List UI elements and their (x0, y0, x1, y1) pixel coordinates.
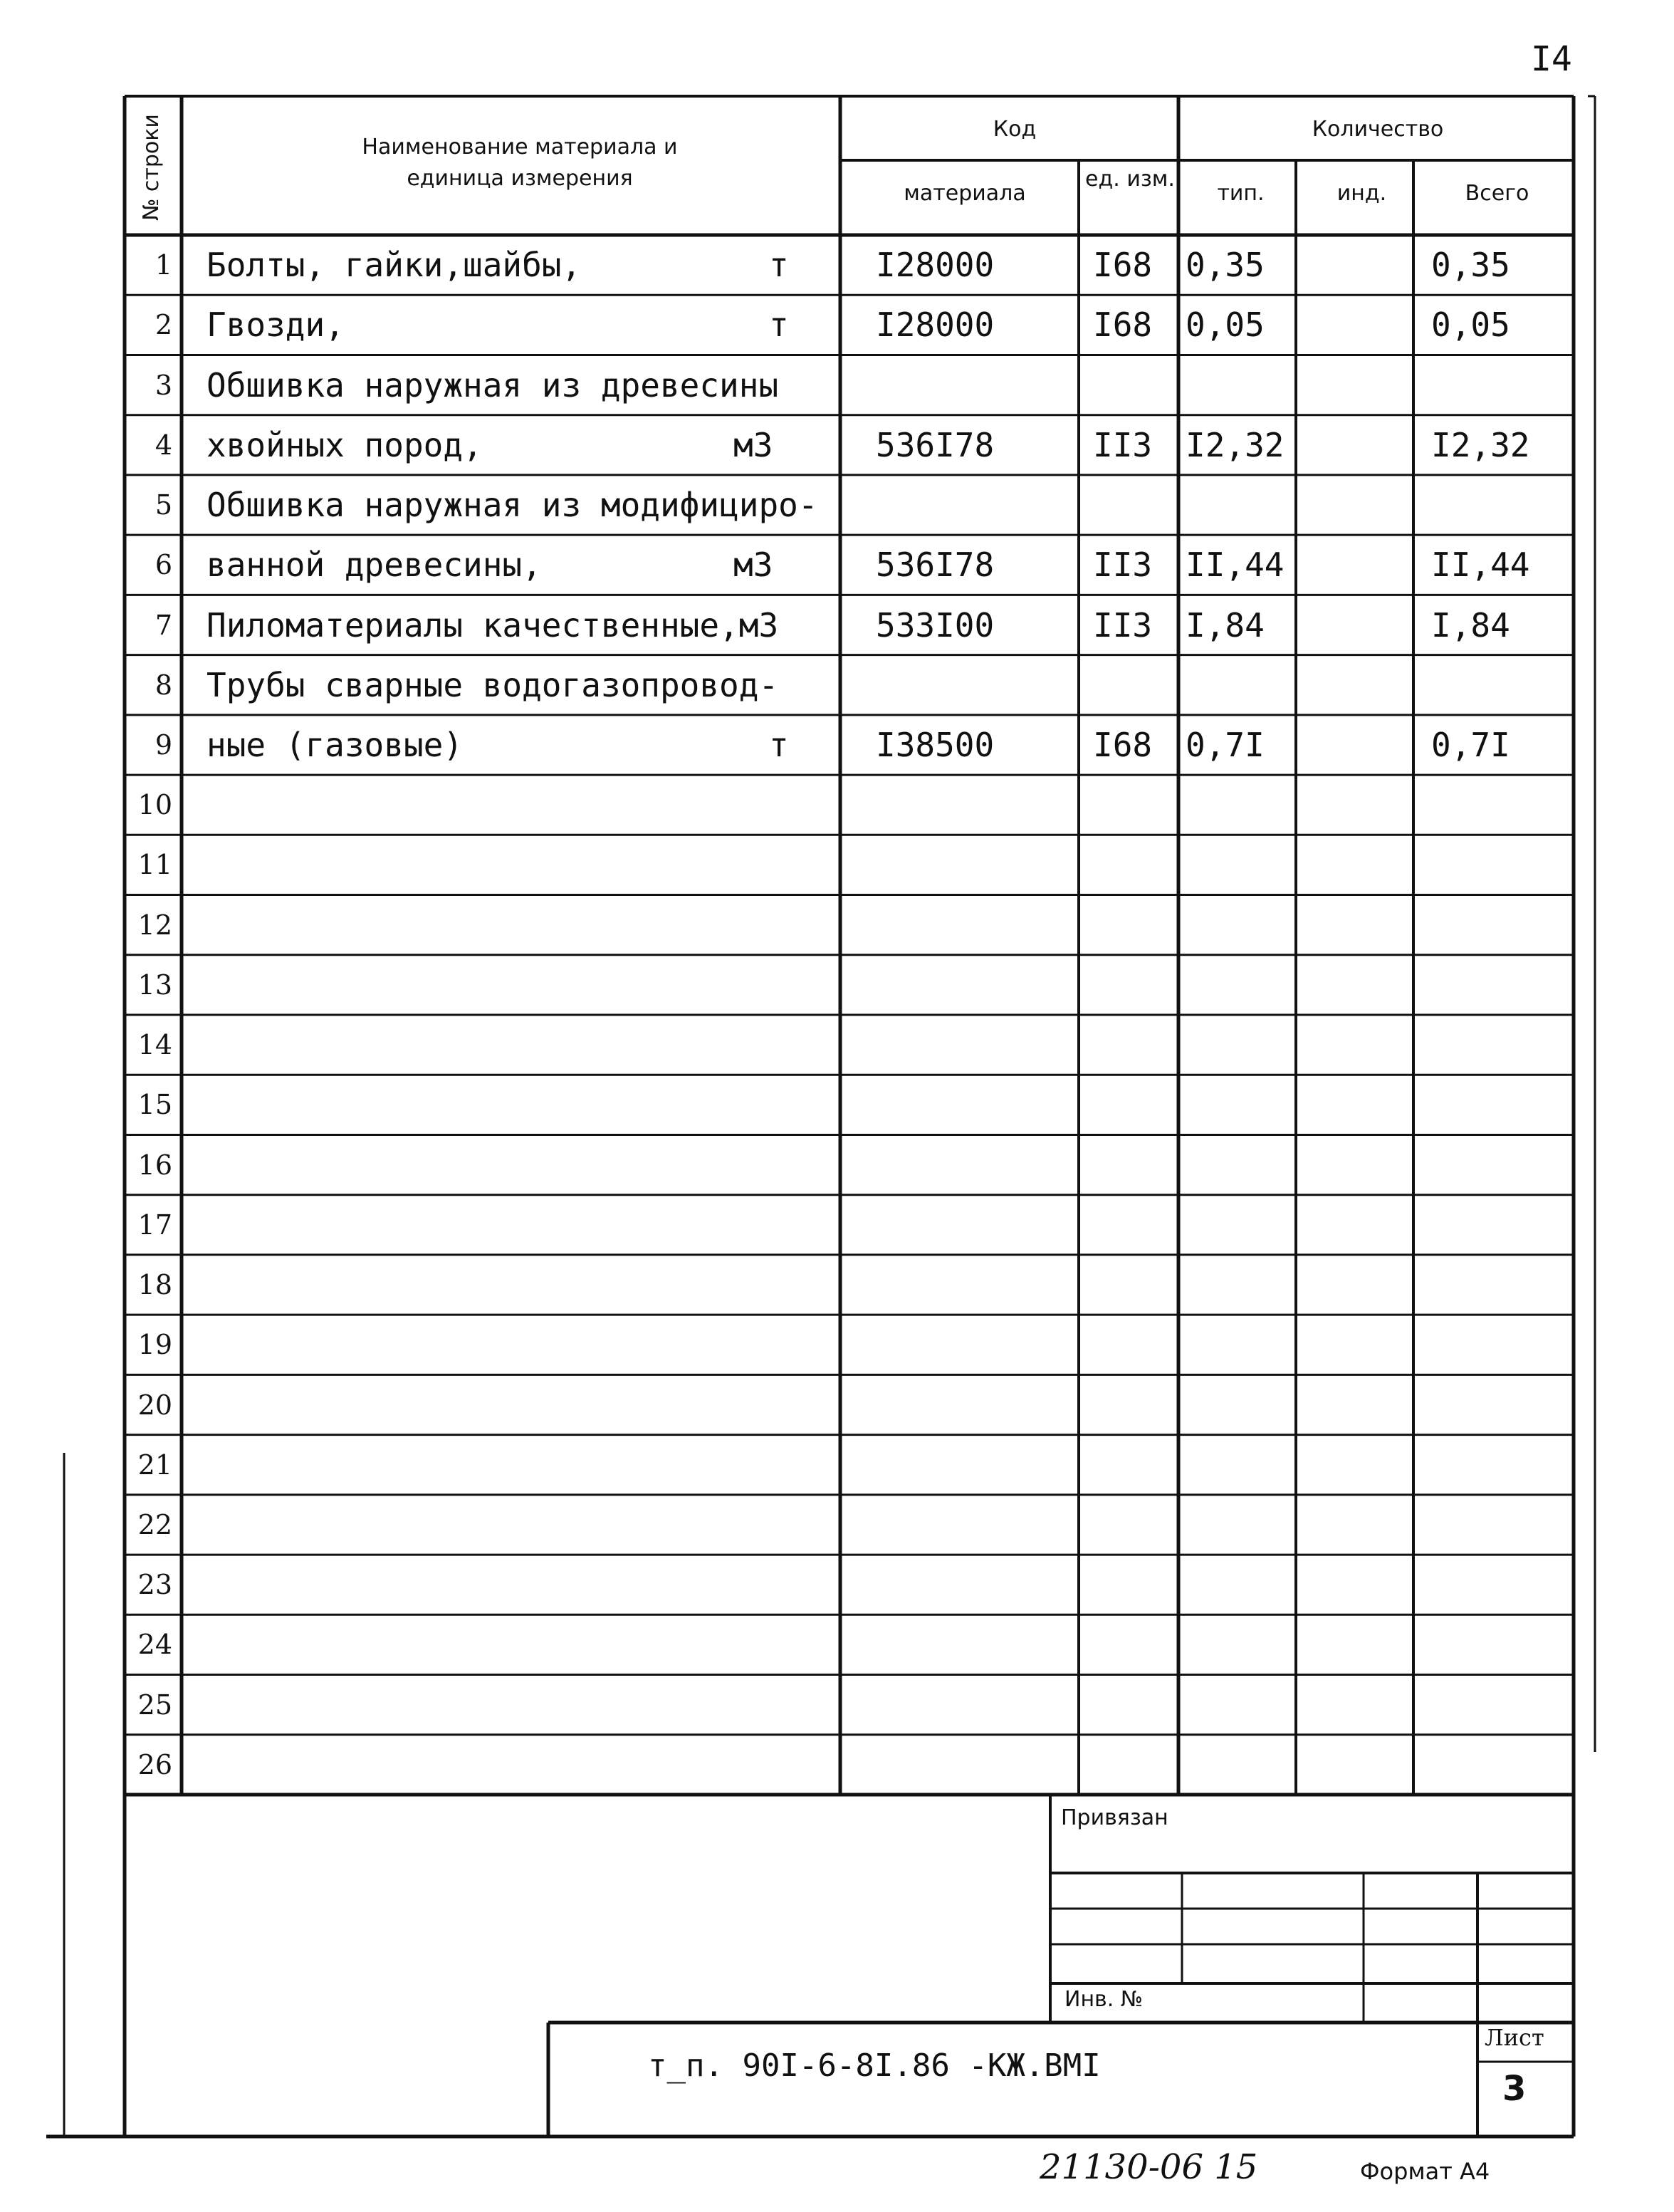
row-qty-typ: 0,7I (1186, 725, 1265, 764)
handwritten-number: 21130-06 15 (1040, 2147, 1258, 2187)
header-row-no: № строки (138, 114, 164, 221)
row-material-name: Гвозди, (206, 306, 345, 345)
row-material-name: Болты, гайки,шайбы, (206, 246, 582, 285)
stamp-bound-label: Привязан (1061, 1805, 1168, 1830)
row-material-code: I28000 (876, 306, 995, 345)
row-unit-code: I68 (1093, 246, 1153, 285)
row-qty-total: 0,7I (1431, 725, 1510, 764)
row-number: 26 (137, 1748, 172, 1780)
header-qty-ind: инд. (1336, 181, 1387, 206)
row-number: 25 (137, 1689, 172, 1721)
row-number: 11 (137, 849, 172, 881)
row-qty-typ: I2,32 (1186, 425, 1285, 464)
row-number: 17 (137, 1209, 172, 1241)
sheet-label: Лист (1485, 2024, 1544, 2051)
row-number: 20 (137, 1389, 172, 1421)
header-code-unit: ед. изм. (1085, 167, 1175, 192)
row-number: 15 (137, 1089, 172, 1121)
row-number: 6 (155, 549, 172, 581)
row-qty-total: 0,35 (1431, 246, 1510, 285)
row-qty-typ: II,44 (1186, 546, 1285, 585)
row-number: 8 (155, 669, 172, 701)
header-name: Наименование материала и единица измерения (362, 135, 678, 191)
row-number: 4 (155, 429, 172, 461)
row-qty-total: I,84 (1431, 605, 1510, 645)
header-qty-typ: тип. (1217, 181, 1265, 206)
row-material-code: 533I00 (876, 605, 995, 645)
row-material-name: хвойных пород, (206, 425, 483, 464)
row-number: 19 (137, 1329, 172, 1361)
format-label: Формат А4 (1360, 2158, 1490, 2185)
row-material-code: I38500 (876, 725, 995, 764)
row-number: 13 (137, 969, 172, 1001)
row-number: 14 (137, 1029, 172, 1061)
row-qty-total: I2,32 (1431, 425, 1530, 464)
row-number: 10 (137, 789, 172, 821)
row-material-name: Обшивка наружная из древесины (206, 365, 779, 405)
row-number: 5 (155, 489, 172, 521)
header-code-material: материала (904, 181, 1026, 206)
row-material-name: Пиломатериалы качественные,м3 (206, 605, 779, 645)
row-unit: м3 (733, 425, 773, 464)
row-number: 16 (137, 1149, 172, 1181)
row-qty-typ: I,84 (1186, 605, 1265, 645)
row-number: 21 (137, 1449, 172, 1481)
row-qty-typ: 0,35 (1186, 246, 1265, 285)
row-number: 22 (137, 1508, 172, 1540)
row-material-name: ванной древесины, (206, 546, 542, 585)
row-unit-code: II3 (1093, 425, 1153, 464)
row-number: 7 (155, 609, 172, 641)
row-number: 18 (137, 1269, 172, 1301)
row-number: 12 (137, 909, 172, 941)
row-number: 3 (155, 369, 172, 401)
row-unit-code: II3 (1093, 546, 1153, 585)
row-qty-typ: 0,05 (1186, 306, 1265, 345)
stamp-inv-label: Инв. № (1064, 1987, 1144, 2012)
row-material-code: I28000 (876, 246, 995, 285)
row-unit-code: I68 (1093, 306, 1153, 345)
row-number: 2 (155, 309, 172, 341)
row-number: 24 (137, 1629, 172, 1661)
row-qty-total: 0,05 (1431, 306, 1510, 345)
row-unit: м3 (733, 546, 773, 585)
row-unit: т (769, 725, 789, 764)
row-material-name: Обшивка наружная из модифициро- (206, 486, 818, 525)
row-material-code: 536I78 (876, 425, 995, 464)
row-material-name: Трубы сварные водогазопровод- (206, 665, 779, 704)
row-number: 1 (155, 249, 172, 281)
row-unit: т (769, 306, 789, 345)
document-code: т_п. 90I-6-8I.86 -КЖ.ВМI (648, 2047, 1101, 2084)
page-number: I4 (1531, 39, 1572, 79)
header-code: Код (993, 117, 1037, 142)
row-material-code: 536I78 (876, 546, 995, 585)
row-number: 9 (155, 729, 172, 761)
header-quantity: Количество (1312, 117, 1444, 142)
row-material-name: ные (газовые) (206, 725, 464, 764)
header-qty-total: Всего (1465, 181, 1529, 206)
row-unit: т (769, 246, 789, 285)
row-unit-code: II3 (1093, 605, 1153, 645)
row-qty-total: II,44 (1431, 546, 1530, 585)
row-number: 23 (137, 1569, 172, 1601)
sheet-number: 3 (1502, 2069, 1527, 2109)
row-unit-code: I68 (1093, 725, 1153, 764)
